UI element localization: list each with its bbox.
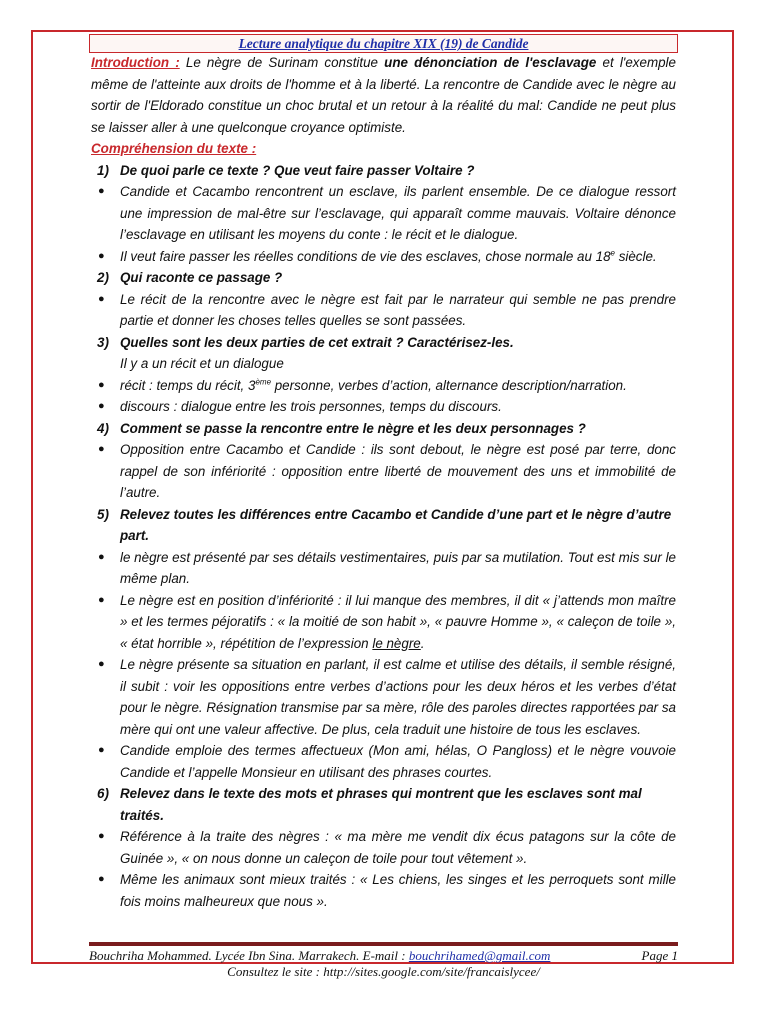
bullet-item: ● récit : temps du récit, 3ème personne, verbes d’action, alternance description/narration.: [91, 375, 676, 397]
footer-rule: [89, 942, 678, 946]
question-5: 5) Relevez toutes les différences entre Cacambo et Candide d’une part et le nègre d’autre part.: [97, 506, 672, 543]
document-title: Lecture analytique du chapitre XIX (19) de Candide: [89, 34, 678, 53]
intro-label: Introduction :: [91, 55, 180, 70]
bullet-item: ● le nègre est présenté par ses détails vestimentaires, puis par sa mutilation. Tout est mis sur le même plan.: [91, 547, 676, 590]
bullet-icon: ●: [98, 744, 105, 756]
question-3: 3) Quelles sont les deux parties de cet extrait ? Caractérisez-les.: [97, 334, 514, 350]
bullet-item: ● Le nègre présente sa situation en parlant, il est calme et utilise des détails, il semble résigné, il subit : voir les oppositions entre verbes d’actions pour les deux héros et les verbes d’état pour le nègre. Résignation transmise par sa mère, rôle des paroles directes rapportées par sa mère qui ont une valeur affective. De plus, cela traduit une histoire de tous les esclaves.: [91, 654, 676, 740]
question-2: 2) Qui raconte ce passage ?: [97, 270, 283, 285]
bullet-icon: ●: [98, 292, 105, 305]
bullet-icon: ●: [98, 550, 105, 563]
bullet-item: ● discours : dialogue entre les trois personnes, temps du discours.: [91, 396, 676, 418]
question-4: 4) Comment se passe la rencontre entre le nègre et les deux personnages ?: [97, 420, 586, 436]
bullet-item: ● Le récit de la rencontre avec le nègre est fait par le narrateur qui semble ne pas prendre partie et donner les choses telles quelles se sont passées.: [91, 289, 676, 332]
answer-line: Il y a un récit et un dialogue: [120, 356, 284, 371]
bullet-item: ● Il veut faire passer les réelles conditions de vie des esclaves, chose normale au 18e siècle.: [91, 246, 676, 268]
email-link[interactable]: bouchrihamed@gmail.com: [408, 948, 551, 963]
bullet-icon: ●: [98, 873, 105, 885]
comprehension-label: Compréhension du texte :: [91, 141, 257, 156]
bullet-item: ● Opposition entre Cacambo et Candide : ils sont debout, le nègre est posé par terre, donc rappel de son infériorité : opposition entre liberté de mouvement des uns et immobilité de l’autre.: [91, 439, 676, 504]
page-number: Page 1: [641, 948, 678, 963]
intro-paragraph: Introduction : Le nègre de Surinam constitue une dénonciation de l'esclavage et l'exemple même de l'atteinte aux droits de l'homme et à la liberté. La rencontre de Candide avec le nègre au sortir de l'Eldorado constitue un choc brutal et un retour à la réalité du mal: Candide ne peut plus se laisser aller à une quelconque croyance optimiste.: [91, 55, 676, 135]
question-6: 6) Relevez dans le texte des mots et phrases qui montrent que les esclaves sont mal traités.: [97, 786, 642, 823]
bullet-icon: ●: [98, 658, 105, 670]
bullet-icon: ●: [98, 400, 105, 412]
bullet-icon: ●: [98, 185, 105, 197]
bullet-icon: ●: [98, 249, 105, 262]
footer-author: Bouchriha Mohammed. Lycée Ibn Sina. Marrakech. E-mail :: [89, 948, 409, 963]
bullet-icon: ●: [98, 593, 105, 606]
question-1: 1) De quoi parle ce texte ? Que veut faire passer Voltaire ?: [97, 162, 475, 178]
document-body: [91, 52, 676, 912]
footer: [89, 948, 678, 980]
footer-site: Consultez le site : http://sites.google.com/site/francaislycee/: [227, 964, 540, 979]
bullet-icon: ●: [98, 443, 105, 455]
bullet-icon: ●: [98, 830, 105, 842]
bullet-item: ● Même les animaux sont mieux traités : « Les chiens, les singes et les perroquets sont mille fois moins malheureux que nous ».: [91, 869, 676, 912]
bullet-item: ● Le nègre est en position d’infériorité : il lui manque des membres, il dit « j’attends mon maître » et les termes péjoratifs : « la moitié de son habit », « pauvre Homme », « caleçon de toile », « état horrible », répétition de l’expression le nègre.: [91, 590, 676, 655]
bullet-item: ● Candide et Cacambo rencontrent un esclave, ils parlent ensemble. De ce dialogue ressort une impression de mal-être sur l’esclavage, qui apparaît comme mauvais. Voltaire dénonce l’esclavage en utilisant les moyens du conte : le récit et le dialogue.: [91, 181, 676, 246]
bullet-item: ● Référence à la traite des nègres : « ma mère me vendit dix écus patagons sur la côte de Guinée », « on nous donne un caleçon de toile pour tout vêtement ».: [91, 826, 676, 869]
bullet-item: ● Candide emploie des termes affectueux (Mon ami, hélas, O Pangloss) et le nègre vouvoie Candide et l’appelle Monsieur en utilisant des phrases courtes.: [91, 740, 676, 783]
bullet-icon: ●: [98, 378, 105, 391]
